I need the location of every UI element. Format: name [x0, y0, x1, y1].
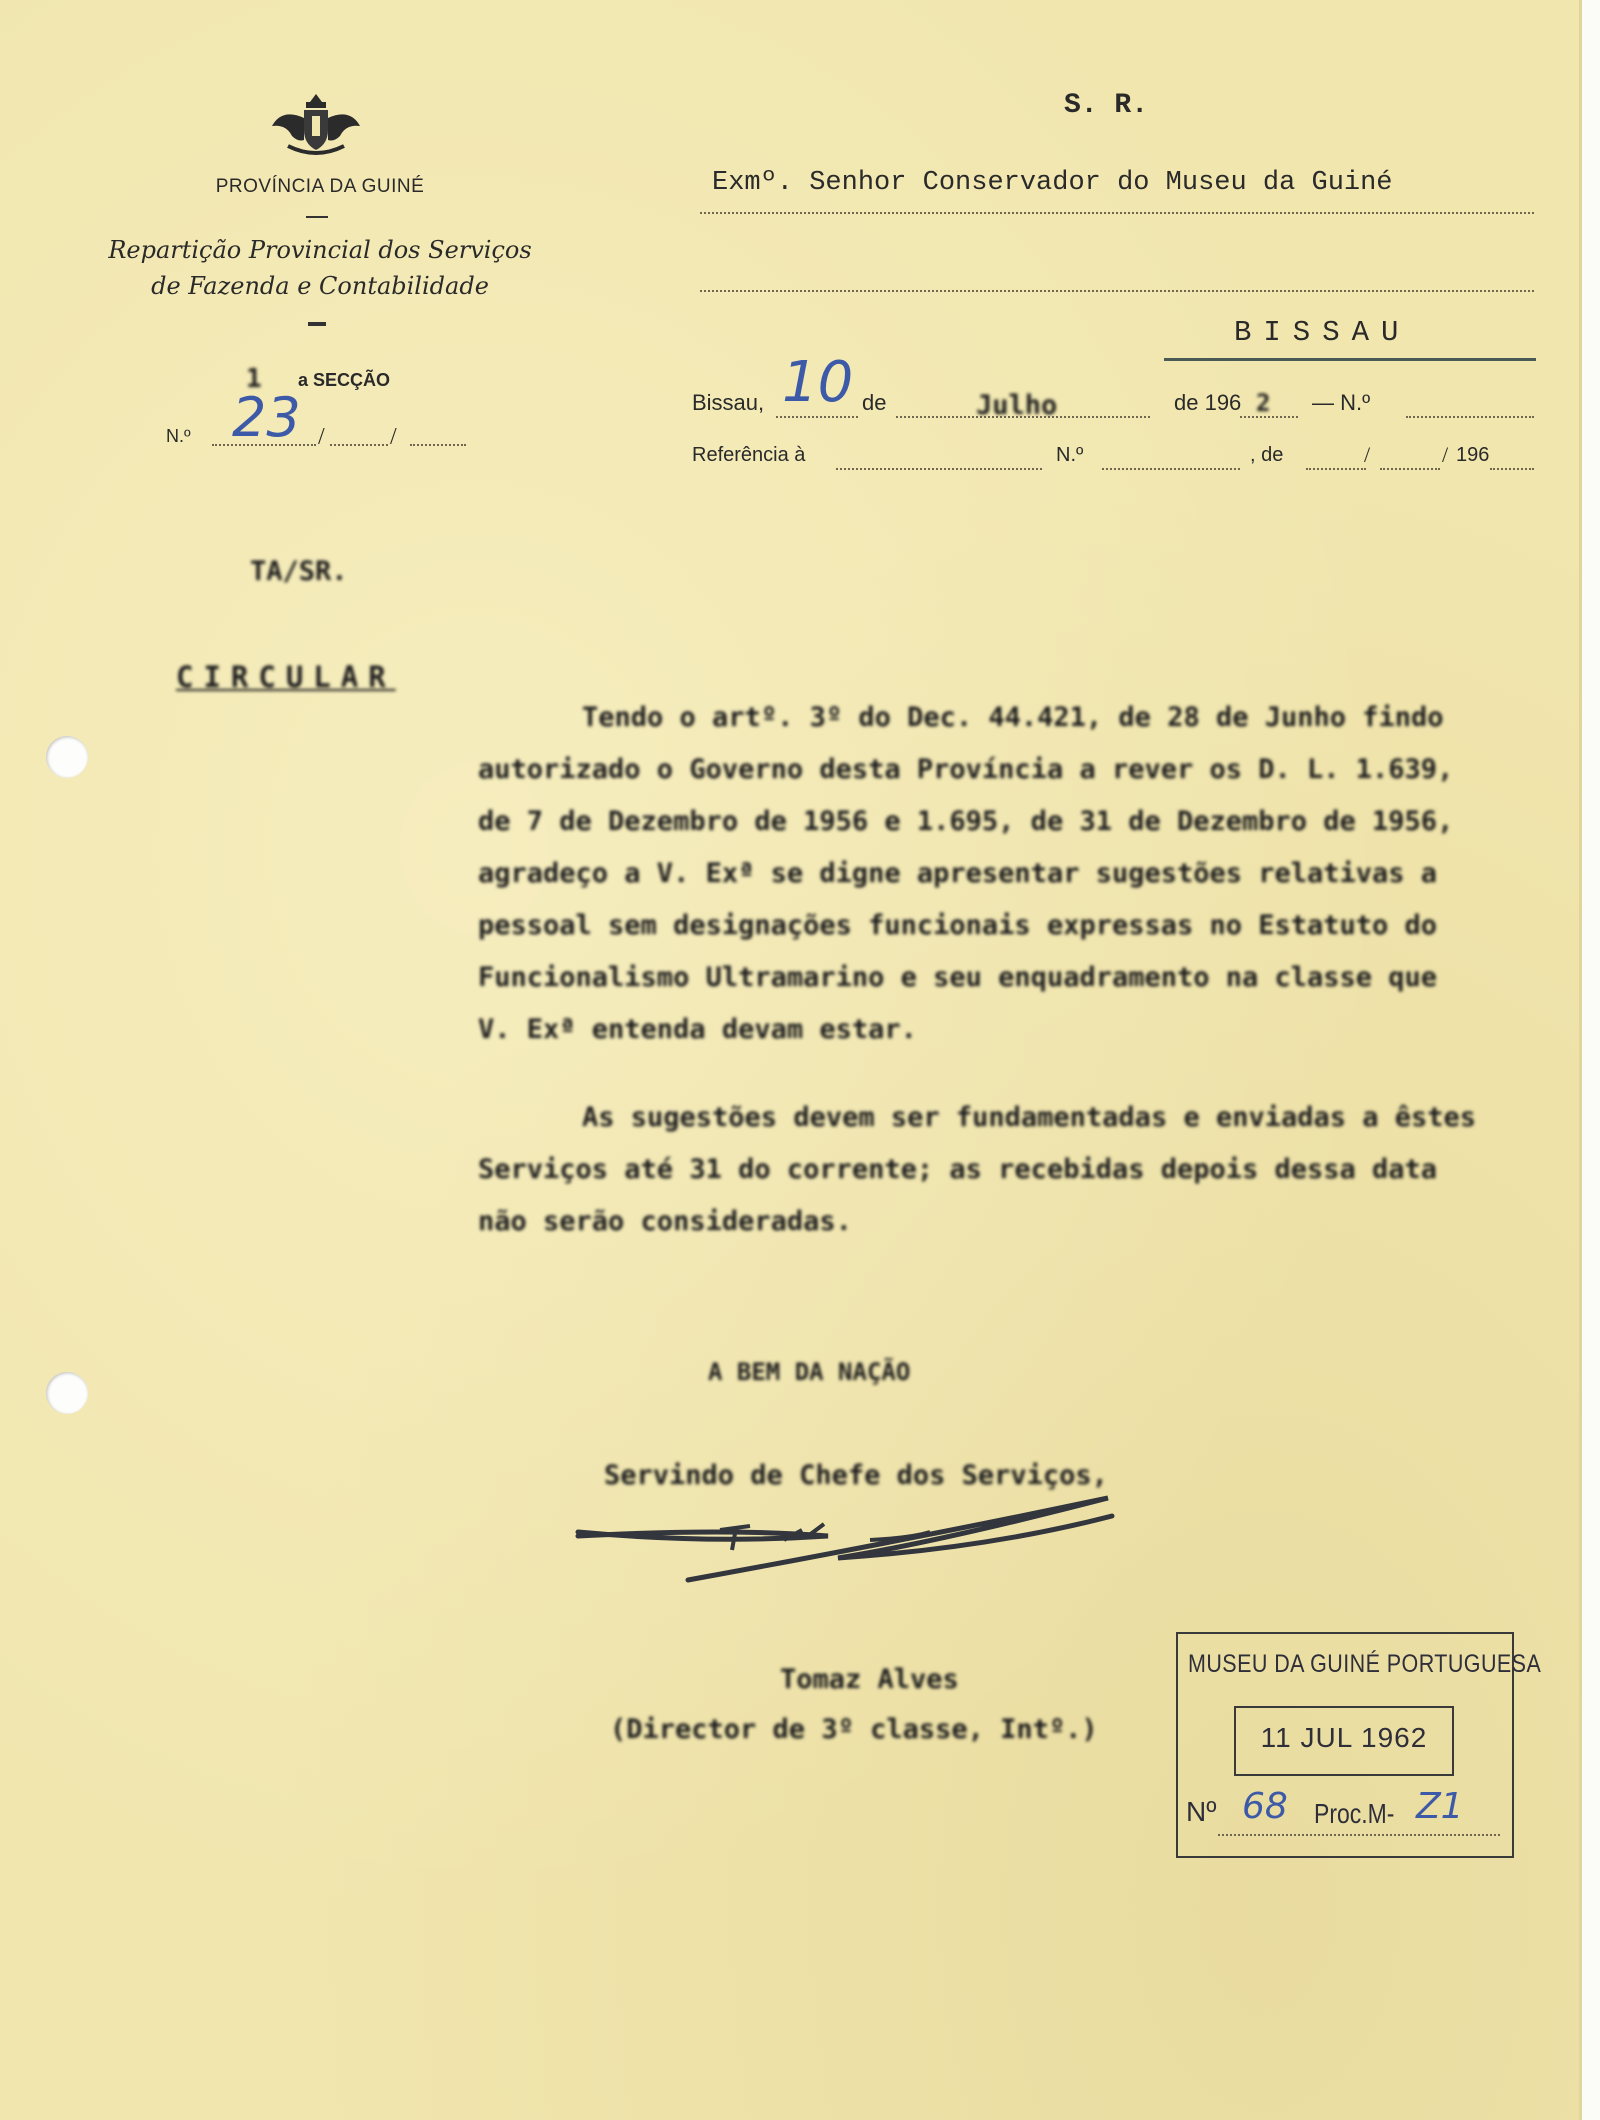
stamp-number-line [1218, 1834, 1500, 1836]
divider-mark [308, 322, 326, 326]
paragraph-1-line-3: de 7 de Dezembro de 1956 e 1.695, de 31 de Dezembro de 1956, [478, 806, 1454, 837]
paragraph-1-line-4: agradeço a V. Exª se digne apresentar sugestões relativas a [478, 858, 1438, 889]
stamp-number-value: 68 [1242, 1786, 1288, 1827]
stamp-number-label: Nº [1186, 1796, 1217, 1827]
museum-receipt-stamp [1176, 1632, 1542, 1858]
addressee-dotline-1 [700, 212, 1534, 214]
province-name: PROVÍNCIA DA GUINÉ [215, 176, 425, 197]
slash-1: / [318, 424, 325, 450]
reference-year: 196 [1456, 444, 1490, 466]
city-label: BISSAU [1234, 316, 1411, 349]
paragraph-1-line-6: Funcionalismo Ultramarino e seu enquadramento na classe que [478, 962, 1438, 993]
slash-2: / [390, 424, 397, 450]
paragraph-1-line-1: Tendo o artº. 3º do Dec. 44.421, de 28 de Junho findo [582, 702, 1444, 733]
signature-role: Servindo de Chefe dos Serviços, [604, 1460, 1108, 1491]
department-line-1: Repartição Provincial dos Serviços [108, 236, 532, 264]
paragraph-1 [478, 692, 1558, 1056]
reference-de-label: , de [1250, 444, 1284, 466]
date-day: 10 [782, 350, 854, 415]
reference-slash-1: / [1364, 442, 1371, 467]
date-de-2: de 196 [1174, 390, 1242, 415]
date-de-1: de [862, 390, 887, 415]
coat-of-arms-emblem [268, 88, 364, 164]
date-month: Julho [976, 390, 1058, 421]
paragraph-1-line-2: autorizado o Governo desta Província a rever os D. L. 1.639, [478, 754, 1454, 785]
number-label: N.º [166, 426, 191, 446]
reference-code: TA/SR. [250, 556, 348, 587]
number-label-right: — N.º [1312, 390, 1371, 415]
reference-number-label: N.º [1056, 444, 1084, 466]
stamp-title: MUSEU DA GUINÉ PORTUGUESA [1188, 1650, 1542, 1678]
closing-salutation: A BEM DA NAÇÃO [708, 1358, 911, 1386]
punch-hole-top [46, 736, 88, 778]
divider-dash [306, 216, 328, 218]
reference-year-line [1490, 468, 1534, 470]
department-line-2: de Fazenda e Contabilidade [151, 272, 489, 300]
addressee-dotline-2 [700, 290, 1534, 292]
sr-label: S. R. [1064, 90, 1149, 121]
number-field-line-3 [410, 444, 466, 446]
date-year-digit: 2 [1256, 389, 1271, 417]
stamp-proc-value: Z1 [1416, 1786, 1464, 1827]
paragraph-2 [478, 1092, 1558, 1248]
signer-title: (Director de 3º classe, Intº.) [610, 1714, 1098, 1745]
punch-hole-bottom [46, 1372, 88, 1414]
stamp-date: 11 JUL 1962 [1260, 1722, 1428, 1753]
addressee-line: Exmº. Senhor Conservador do Museu da Guiné [712, 168, 1393, 198]
section-label: a SECÇÃO [298, 370, 391, 390]
number-field-line-2 [330, 444, 388, 446]
number-value: 23 [232, 386, 301, 449]
circular-title: CIRCULAR [176, 660, 396, 694]
year-field-line [1240, 416, 1298, 418]
reference-label: Referência à [692, 444, 806, 466]
paragraph-2-line-1: As sugestões devem ser fundamentadas e enviadas a êstes [582, 1102, 1477, 1133]
reference-month-line [1380, 468, 1440, 470]
number-field-right-line [1406, 416, 1534, 418]
handwritten-signature [570, 1476, 1220, 1596]
stamp-proc-label: Proc.M- [1314, 1798, 1395, 1829]
reference-slash-2: / [1442, 442, 1449, 467]
paragraph-1-line-7: V. Exª entenda devam estar. [478, 1014, 917, 1045]
day-field-line [776, 416, 858, 418]
stamp-date-box [1234, 1706, 1454, 1776]
paragraph-1-line-5: pessoal sem designações funcionais expressas no Estatuto do [478, 910, 1438, 941]
section-number: 1 [246, 364, 262, 394]
reference-field-line [836, 468, 1042, 470]
reference-number-line [1102, 468, 1240, 470]
reference-day-line [1306, 468, 1366, 470]
paragraph-2-line-2: Serviços até 31 do corrente; as recebidas depois dessa data [478, 1154, 1438, 1185]
date-prefix: Bissau, [692, 390, 765, 415]
city-underline [1164, 358, 1536, 361]
signer-name: Tomaz Alves [780, 1664, 959, 1695]
paragraph-2-line-3: não serão consideradas. [478, 1206, 852, 1237]
